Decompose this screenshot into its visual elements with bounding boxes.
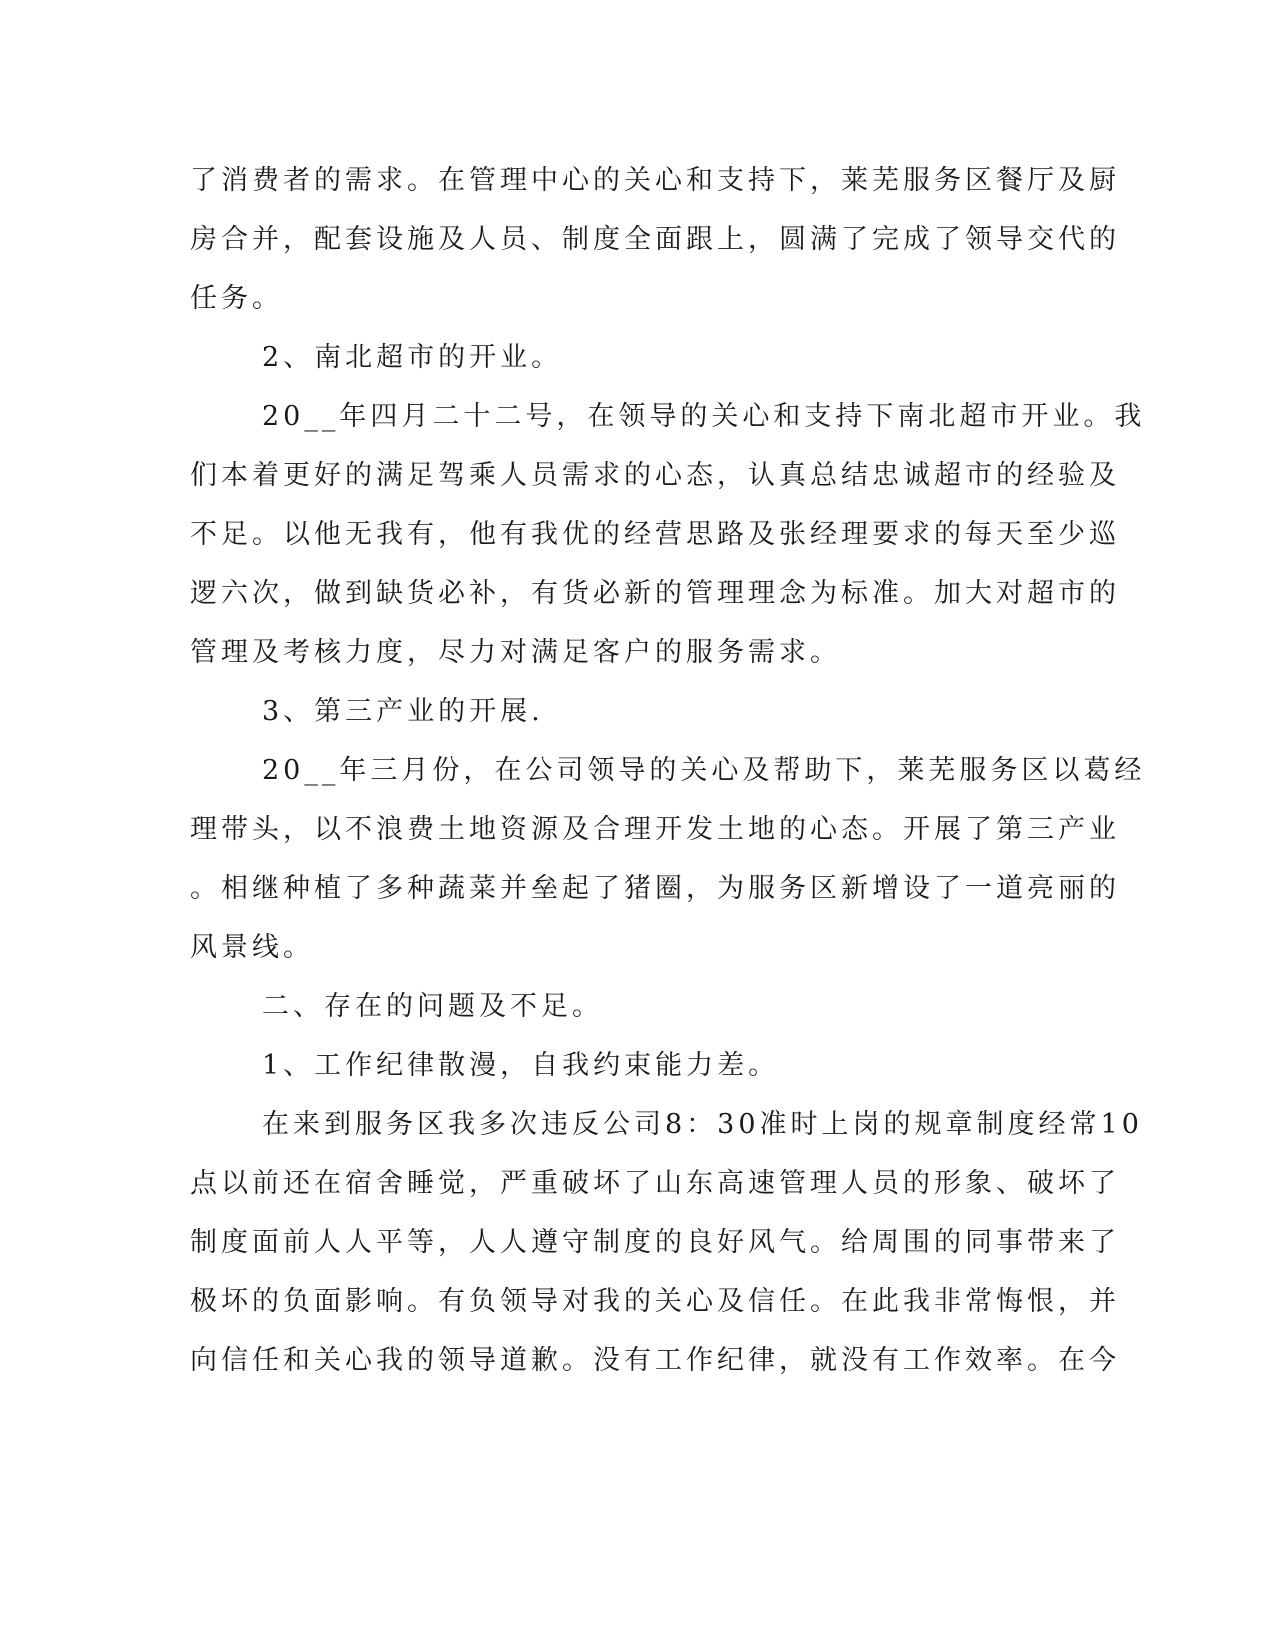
paragraph-line: 风景线。: [190, 932, 314, 963]
paragraph-line: 管理及考核力度，尽力对满足客户的服务需求。: [190, 637, 841, 668]
section-heading: 3、第三产业的开展.: [262, 696, 544, 727]
section-heading: 二、存在的问题及不足。: [262, 991, 603, 1022]
section-heading: 2、南北超市的开业。: [262, 342, 563, 373]
paragraph-line: 逻六次，做到缺货必补，有货必新的管理理念为标准。加大对超市的: [190, 578, 1120, 609]
paragraph-line: 任务。: [190, 283, 283, 314]
paragraph-line: 点以前还在宿舍睡觉，严重破坏了山东高速管理人员的形象、破坏了: [190, 1168, 1120, 1199]
paragraph-line: 20__年四月二十二号，在领导的关心和支持下南北超市开业。我: [262, 401, 1146, 432]
paragraph-line: 在来到服务区我多次违反公司8：30准时上岗的规章制度经常10: [262, 1109, 1143, 1140]
paragraph-line: 向信任和关心我的领导道歉。没有工作纪律，就没有工作效率。在今: [190, 1345, 1120, 1376]
paragraph-line: 们本着更好的满足驾乘人员需求的心态，认真总结忠诚超市的经验及: [190, 460, 1120, 491]
section-heading: 1、工作纪律散漫，自我约束能力差。: [262, 1050, 780, 1081]
paragraph-line: 房合并，配套设施及人员、制度全面跟上，圆满了完成了领导交代的: [190, 224, 1120, 255]
paragraph-line: 了消费者的需求。在管理中心的关心和支持下，莱芜服务区餐厅及厨: [190, 165, 1120, 196]
paragraph-line: 极坏的负面影响。有负领导对我的关心及信任。在此我非常悔恨，并: [190, 1286, 1120, 1317]
paragraph-line: 20__年三月份，在公司领导的关心及帮助下，莱芜服务区以葛经: [262, 755, 1146, 786]
paragraph-line: 。相继种植了多种蔬菜并垒起了猪圈，为服务区新增设了一道亮丽的: [190, 873, 1120, 904]
paragraph-line: 理带头，以不浪费土地资源及合理开发土地的心态。开展了第三产业: [190, 814, 1120, 845]
paragraph-line: 不足。以他无我有，他有我优的经营思路及张经理要求的每天至少巡: [190, 519, 1120, 550]
paragraph-line: 制度面前人人平等，人人遵守制度的良好风气。给周围的同事带来了: [190, 1227, 1120, 1258]
